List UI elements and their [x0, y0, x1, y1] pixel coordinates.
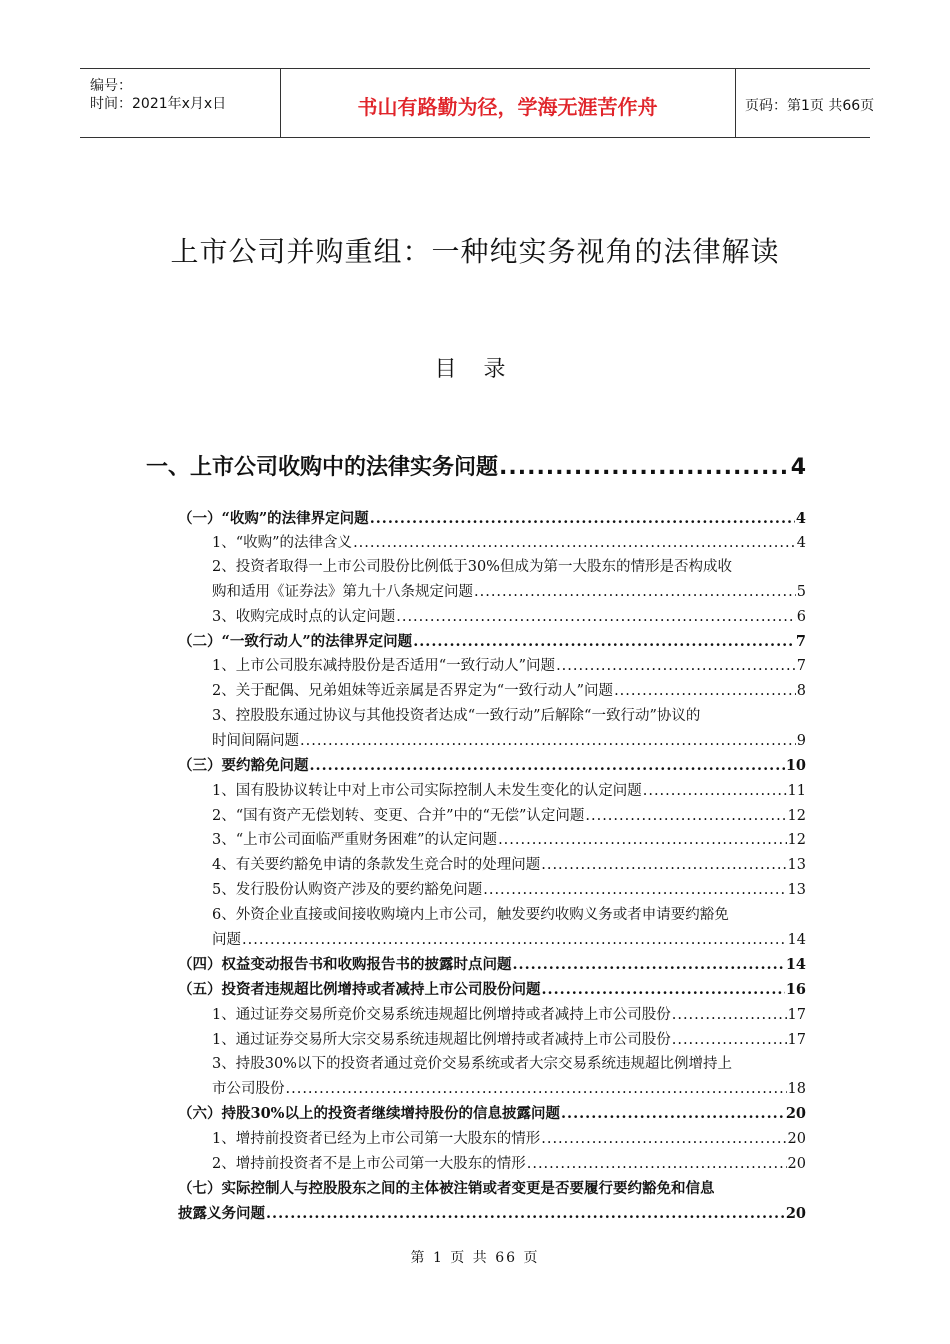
toc-entry-text: 市公司股份: [212, 1081, 285, 1097]
toc-entry[interactable]: [212, 531, 806, 552]
toc-entry-page: 11: [787, 783, 806, 799]
toc-entry[interactable]: [212, 828, 806, 849]
toc-entry[interactable]: [212, 853, 806, 874]
dot-leader: [541, 857, 786, 873]
dot-leader: [483, 882, 786, 898]
toc-entry-line: 2、投资者取得一上市公司股份比例低于30%但成为第一大股东的情形是否构成收: [212, 559, 732, 575]
toc-entry-text: 1、上市公司股东减持股份是否适用“一致行动人”问题: [212, 658, 556, 674]
toc-entry-page: 18: [787, 1081, 806, 1097]
toc-entry-page: 7: [796, 658, 806, 674]
toc-entry[interactable]: [212, 1077, 806, 1098]
dot-leader: [672, 1007, 787, 1023]
dot-leader: [672, 1032, 787, 1048]
toc-entry-text: 1、“收购”的法律含义: [212, 535, 353, 551]
slogan: 书山有路勤为径，学海无涯苦作舟: [357, 95, 658, 119]
dot-leader: [300, 733, 796, 749]
toc-entry-page: 10: [785, 757, 806, 774]
toc-entry-text: 5、发行股份认购资产涉及的要约豁免问题: [212, 882, 483, 898]
dot-leader: [353, 535, 796, 551]
toc-entry-text: 1、通过证券交易所大宗交易系统违规超比例增持或者减持上市公司股份: [212, 1032, 671, 1048]
toc-entry-text: 问题: [212, 932, 241, 948]
dot-leader: [614, 683, 796, 699]
toc-entry-text: 购和适用《证券法》第九十八条规定问题: [212, 584, 473, 600]
number-label: 编号：: [90, 78, 132, 94]
toc-entry-text: 一、上市公司收购中的法律实务问题: [146, 455, 499, 480]
toc-entry-text: （六）持股30%以上的投资者继续增持股份的信息披露问题: [178, 1105, 560, 1122]
toc-entry[interactable]: [212, 605, 806, 626]
toc-title: 目 录: [434, 357, 516, 382]
toc-entry[interactable]: [178, 507, 806, 528]
toc-entry-text: （三）要约豁免问题: [178, 757, 309, 774]
toc-entry-page: 4: [790, 455, 806, 480]
toc-entry-page: 7: [795, 633, 806, 650]
toc-entry[interactable]: [178, 953, 806, 974]
dot-leader: [370, 510, 795, 527]
toc-entry-page: 17: [787, 1007, 806, 1023]
toc-entry-page: 17: [787, 1032, 806, 1048]
dot-leader: [556, 658, 796, 674]
toc-entry-text: （四）权益变动报告书和收购报告书的披露时点问题: [178, 956, 512, 973]
dot-leader: [474, 584, 796, 600]
toc-entry[interactable]: [212, 729, 806, 750]
toc-entry-page: 20: [787, 1156, 806, 1172]
toc-entry-page: 13: [787, 857, 806, 873]
toc-entry-page: 20: [787, 1131, 806, 1147]
toc-entry[interactable]: [178, 1202, 806, 1223]
dot-leader: [643, 783, 787, 799]
toc-entry[interactable]: [212, 779, 806, 800]
toc-entry[interactable]: [178, 754, 806, 775]
toc-entry-page: 4: [795, 510, 806, 527]
toc-entry-page: 20: [785, 1205, 806, 1222]
toc-entry-line: 3、控股股东通过协议与其他投资者达成“一致行动”后解除“一致行动”协议的: [212, 708, 701, 724]
dot-leader: [541, 1131, 786, 1147]
document-title: 上市公司并购重组：一种纯实务视角的法律解读: [170, 235, 780, 268]
toc-entry[interactable]: [212, 679, 806, 700]
toc-entry-page: 12: [787, 832, 806, 848]
dot-leader: [266, 1205, 785, 1222]
page-footer: 第 1 页 共 66 页: [410, 1250, 540, 1266]
toc-entry-text: 时间间隔问题: [212, 733, 299, 749]
toc-entry[interactable]: [212, 654, 806, 675]
toc-entry-page: 12: [787, 808, 806, 824]
dot-leader: [242, 932, 787, 948]
toc-entry[interactable]: [178, 1102, 806, 1123]
toc-entry[interactable]: [212, 928, 806, 949]
dot-leader: [413, 633, 795, 650]
toc-entry-line: （七）实际控制人与控股股东之间的主体被注销或者变更是否要履行要约豁免和信息: [178, 1180, 715, 1197]
toc-entry-text: （一）“收购”的法律界定问题: [178, 510, 369, 527]
toc-entry-page: 6: [796, 609, 806, 625]
dot-leader: [513, 956, 785, 973]
toc-entry[interactable]: [212, 580, 806, 601]
toc-entry-page: 14: [785, 956, 806, 973]
toc-entry-line: 6、外资企业直接或间接收购境内上市公司，触发要约收购义务或者申请要约豁免: [212, 907, 729, 923]
toc-entry[interactable]: [212, 1152, 806, 1173]
dot-leader: [542, 981, 785, 998]
toc-entry-text: 1、国有股协议转让中对上市公司实际控制人未发生变化的认定问题: [212, 783, 642, 799]
toc-entry[interactable]: [146, 450, 806, 481]
toc-entry[interactable]: [212, 1127, 806, 1148]
dot-leader: [498, 832, 786, 848]
toc-entry-text: （二）“一致行动人”的法律界定问题: [178, 633, 413, 650]
toc-entry-text: 2、增持前投资者不是上市公司第一大股东的情形: [212, 1156, 526, 1172]
toc-entry-page: 8: [796, 683, 806, 699]
toc-entry-page: 5: [796, 584, 806, 600]
toc-entry[interactable]: [212, 1003, 806, 1024]
dot-leader: [286, 1081, 787, 1097]
toc-entry-text: （五）投资者违规超比例增持或者减持上市公司股份问题: [178, 981, 541, 998]
dot-leader: [310, 757, 785, 774]
toc-entry-text: 2、“国有资产无偿划转、变更、合并”中的“无偿”认定问题: [212, 808, 585, 824]
dot-leader: [527, 1156, 787, 1172]
toc-entry-line: 3、持股30%以下的投资者通过竞价交易系统或者大宗交易系统违规超比例增持上: [212, 1056, 732, 1072]
dot-leader: [561, 1105, 785, 1122]
toc-entry[interactable]: [212, 804, 806, 825]
toc-entry-text: 3、“上市公司面临严重财务困难”的认定问题: [212, 832, 498, 848]
toc-entry-page: 4: [796, 535, 806, 551]
toc-entry-text: 1、增持前投资者已经为上市公司第一大股东的情形: [212, 1131, 541, 1147]
toc-entry-page: 16: [785, 981, 806, 998]
toc-entry-text: 披露义务问题: [178, 1205, 265, 1222]
toc-entry-text: 4、有关要约豁免申请的条款发生竞合时的处理问题: [212, 857, 541, 873]
toc-entry-page: 20: [785, 1105, 806, 1122]
toc-entry-page: 14: [787, 932, 806, 948]
toc-entry[interactable]: [178, 630, 806, 651]
toc-entry[interactable]: [178, 978, 806, 999]
page-code: 页码：第1页 共66页: [745, 98, 875, 114]
dot-leader: [499, 455, 790, 480]
toc-entry-text: 1、通过证券交易所竞价交易系统违规超比例增持或者减持上市公司股份: [212, 1007, 671, 1023]
toc-entry[interactable]: [212, 878, 806, 899]
toc-entry-text: 3、收购完成时点的认定问题: [212, 609, 396, 625]
dot-leader: [585, 808, 786, 824]
toc-entry[interactable]: [212, 1028, 806, 1049]
dot-leader: [396, 609, 796, 625]
toc-entry-page: 13: [787, 882, 806, 898]
toc-entry-page: 9: [796, 733, 806, 749]
date-label: 时间：2021年x月x日: [90, 96, 227, 112]
toc-entry-text: 2、关于配偶、兄弟姐妹等近亲属是否界定为“一致行动人”问题: [212, 683, 614, 699]
